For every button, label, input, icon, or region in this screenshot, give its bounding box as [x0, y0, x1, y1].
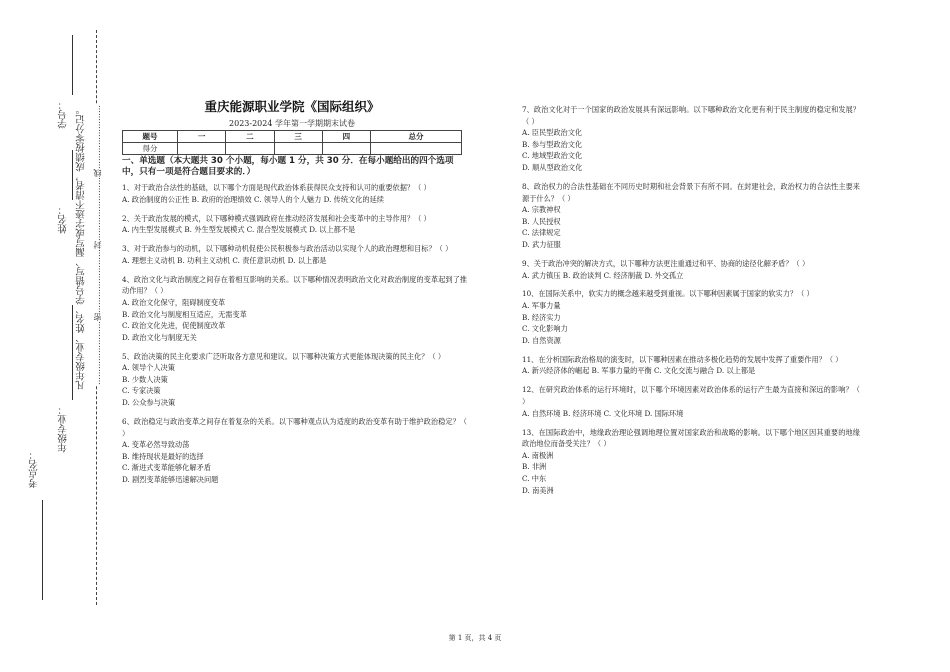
question-item: [122, 416, 467, 486]
section-one-heading: 一、单选题（本大题共 30 个小题，每小题 1 分，共 30 分．在每小题给出的四个选项中，只有一项是符合题目要求的．）: [122, 156, 454, 177]
score-input-row: [123, 143, 462, 155]
score-header-cell: 三: [274, 131, 322, 143]
question-options[interactable]: A. 政治制度的公正性 B. 政府的治理绩效 C. 领导人的个人魅力 D. 传统文化的延续: [122, 194, 384, 204]
option-d[interactable]: D. 自然资源: [522, 335, 561, 345]
question-item: [522, 354, 860, 377]
question-stem: 11、在分析国际政治格局的演变时，以下哪种因素在推动多极化趋势的发展中发挥了重要作用？（ ）: [522, 354, 843, 364]
option-b[interactable]: B. 非洲: [522, 462, 547, 472]
option-b[interactable]: B. 人民授权: [522, 216, 561, 226]
student-id-label: 学号：: [58, 100, 69, 129]
score-table: [122, 130, 462, 155]
question-item: [122, 213, 467, 236]
option-d[interactable]: D. 政治文化与制度无关: [122, 332, 197, 342]
left-question-column: [122, 182, 467, 493]
score-cell[interactable]: [178, 143, 226, 155]
option-a[interactable]: A. 臣民型政治文化: [522, 128, 583, 138]
option-a[interactable]: A. 宗教神权: [522, 205, 561, 215]
exam-title: 重庆能源职业学院《国际组织》: [204, 99, 380, 114]
option-d[interactable]: D. 顺从型政治文化: [522, 162, 583, 172]
question-item: [522, 181, 860, 251]
option-a[interactable]: A. 领导个人决策: [122, 363, 175, 373]
question-item: [522, 384, 860, 419]
question-item: [122, 274, 467, 344]
option-c[interactable]: C. 法律规定: [522, 228, 561, 238]
question-item: [522, 258, 860, 281]
question-item: [522, 104, 860, 174]
grade-blank[interactable]: [72, 305, 73, 400]
name-label: 姓名：: [58, 205, 69, 234]
grade-label: 年级专业：: [58, 405, 69, 453]
question-stem: 12、在研究政治体系的运行环境时，以下哪个环境因素对政治体系的运行产生最为直接和深远的影响？（ ）: [522, 385, 860, 407]
score-cell[interactable]: [371, 143, 462, 155]
option-a[interactable]: A. 南极洲: [522, 450, 554, 460]
question-options[interactable]: A. 理想主义动机 B. 功利主义动机 C. 责任意识动机 D. 以上都是: [122, 255, 327, 265]
score-header-row: [123, 131, 462, 143]
exam-subtitle: 2023-2024 学年第一学期期末试卷: [229, 119, 355, 128]
option-c[interactable]: C. 政治文化先进，促使制度改革: [122, 321, 226, 331]
score-cell[interactable]: [274, 143, 322, 155]
question-stem: 3、对于政治参与的动机，以下哪种动机促使公民积极参与政治活动以实现个人的政治理想和目标？（ ）: [122, 244, 453, 254]
question-item: [122, 182, 467, 205]
name-blank[interactable]: [72, 150, 73, 200]
option-d[interactable]: D. 公众参与决策: [122, 398, 176, 408]
score-cell[interactable]: [226, 143, 274, 155]
question-stem: 13、在国际政治中，地缘政治理论强调地理位置对国家政治和战略的影响。以下哪个地区因其重要的地缘政治地位而备受关注？（ ）: [522, 427, 860, 449]
question-stem: 10、在国际关系中，软实力的概念越来越受到重视。以下哪种因素属于国家的软实力？（ ）: [522, 289, 814, 299]
seal-line-text: ……………………密……………………封……………………线……………………: [93, 105, 102, 385]
right-question-column: [522, 104, 860, 504]
option-d[interactable]: D. 武力征服: [522, 239, 561, 249]
option-a[interactable]: A. 政治文化保守，阻碍制度变革: [122, 297, 226, 307]
question-item: [522, 288, 860, 346]
question-stem: 6、政治稳定与政治变革之间存在着复杂的关系。以下哪种观点认为适度的政治变革有助于维护政治稳定？（ ）: [122, 417, 467, 438]
question-options[interactable]: A. 内生型发展模式 B. 外生型发展模式 C. 混合型发展模式 D. 以上都不是: [122, 225, 356, 235]
question-stem: 9、关于政治冲突的解决方式，以下哪种方法更注重通过和平、协商的途径化解矛盾？（ ）: [522, 258, 810, 268]
exam-site-blank[interactable]: [42, 500, 43, 600]
option-c[interactable]: C. 中东: [522, 473, 547, 483]
score-header-cell: 四: [322, 131, 370, 143]
exam-site-label: 考点名：: [29, 450, 40, 488]
score-header-cell: 二: [226, 131, 274, 143]
score-header-cell: 总分: [371, 131, 462, 143]
question-stem: 2、关于政治发展的模式，以下哪种模式强调政府在推动经济发展和社会变革中的主导作用？（ ）: [122, 213, 431, 223]
option-c[interactable]: C. 地域型政治文化: [522, 151, 583, 161]
option-b[interactable]: B. 少数人决策: [122, 374, 168, 384]
score-header-cell: 题号: [123, 131, 178, 143]
option-c[interactable]: C. 专家决策: [122, 386, 161, 396]
option-c[interactable]: C. 文化影响力: [522, 324, 568, 334]
question-options[interactable]: A. 自然环境 B. 经济环境 C. 文化环境 D. 国际环境: [522, 408, 684, 418]
option-d[interactable]: D. 南美洲: [522, 485, 554, 495]
option-c[interactable]: C. 渐进式变革能够化解矛盾: [122, 463, 211, 473]
question-item: [122, 243, 467, 266]
question-stem: 7、政治文化对于一个国家的政治发展具有深远影响。以下哪种政治文化更有利于民主制度的稳定和发展？（ ）: [522, 105, 860, 126]
question-stem: 4、政治文化与政治制度之间存在着相互影响的关系。以下哪种情况表明政治文化对政治制度的变革起到了推动作用？（ ）: [122, 274, 467, 296]
option-a[interactable]: A. 军事力量: [522, 301, 561, 311]
option-d[interactable]: D. 剧烈变革能够迅速解决问题: [122, 475, 219, 485]
question-options[interactable]: A. 新兴经济体的崛起 B. 军事力量的平衡 C. 文化交流与融合 D. 以上都是: [522, 366, 756, 376]
score-header-cell: 一: [178, 131, 226, 143]
question-options[interactable]: A. 武力镇压 B. 政治谈判 C. 经济制裁 D. 外交孤立: [522, 270, 684, 280]
option-b[interactable]: B. 参与型政治文化: [522, 139, 583, 149]
question-stem: 5、政治决策的民主化要求广泛听取各方意见和建议。以下哪种决策方式更能体现决策的民主化？（ ）: [122, 351, 446, 361]
question-item: [522, 427, 860, 497]
option-a[interactable]: A. 变革必然导致动荡: [122, 440, 190, 450]
score-row-label: 得分: [123, 143, 178, 155]
option-b[interactable]: B. 政治文化与制度相互适应，无需变革: [122, 309, 247, 319]
score-cell[interactable]: [322, 143, 370, 155]
question-stem: 8、政治权力的合法性基础在不同历史时期和社会背景下有所不同。在封建社会，政治权力的合法性主要来源于什么？（ ）: [522, 181, 860, 203]
question-item: [122, 351, 467, 409]
option-b[interactable]: B. 维持现状是最好的选择: [122, 451, 204, 461]
option-b[interactable]: B. 经济实力: [522, 312, 561, 322]
page-footer: 第 1 页，共 4 页: [448, 634, 502, 642]
student-id-blank[interactable]: [72, 35, 73, 95]
question-stem: 1、对于政治合法性的基础，以下哪个方面是现代政治体系获得民众支持和认可的重要依据？（ ）: [122, 183, 431, 192]
binding-notice: 凡年级专业、姓名、学号错写、漏写或字迹不清者，成绩按零分记。: [76, 105, 87, 390]
